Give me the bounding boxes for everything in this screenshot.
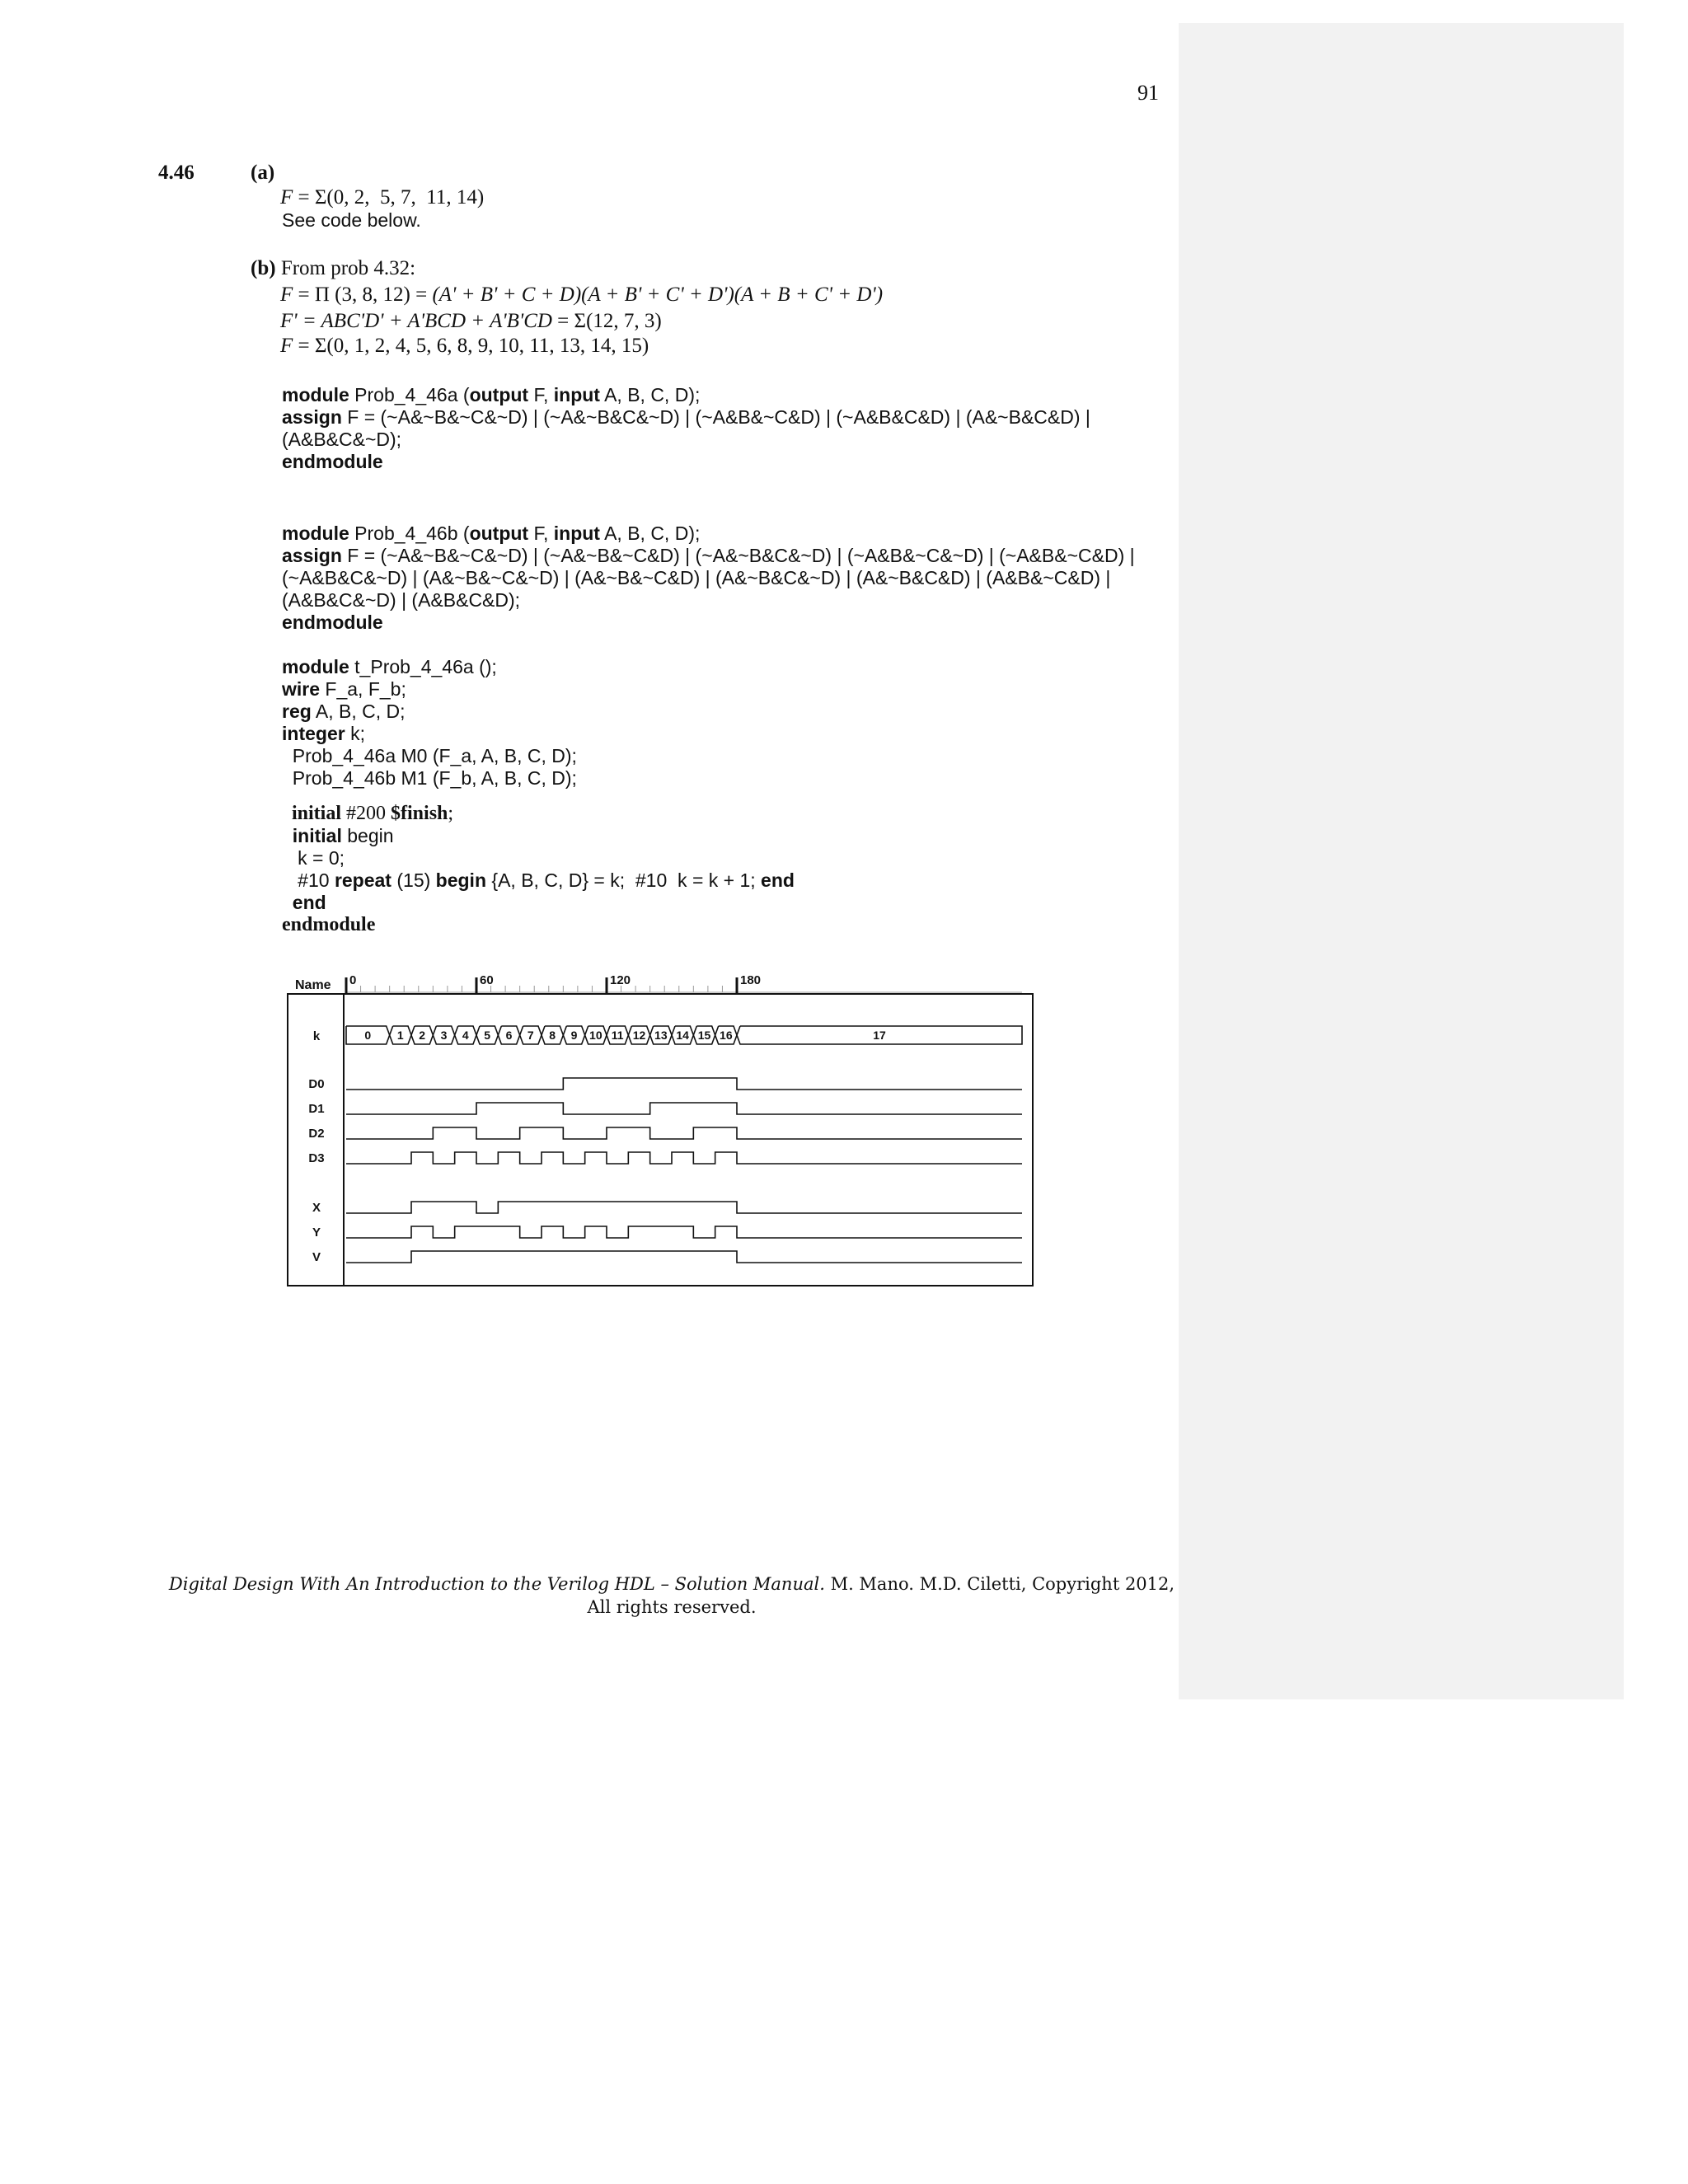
signal-wave-y [346,1226,1022,1238]
part-b-eq1: F = Π (3, 8, 12) = (A' + B' + C + D)(A + B' + C' + D')(A + B + C' + D') [280,284,884,306]
bus-k-value: 1 [396,1029,404,1042]
bus-k-value: 13 [654,1029,668,1042]
module-a-assign: assign F = (~A&~B&~C&~D) | (~A&~B&C&~D) | (~A&B&~C&D) | (~A&B&C&D) | (A&~B&C&D) | [282,406,1090,428]
bus-k-value: 9 [570,1029,578,1042]
tb-endmodule: endmodule [282,914,376,935]
tb-header: module t_Prob_4_46a (); [282,656,497,677]
part-b-eq3: F = Σ(0, 1, 2, 4, 5, 6, 8, 9, 10, 11, 13, 14, 15) [280,335,649,357]
footer-line1: Digital Design With An Introduction to the Verilog HDL – Solution Manual. M. Mano. M.D. Ciletti, Copyright 2012, [168,1574,1175,1594]
module-a-endmodule: endmodule [282,451,383,472]
tb-initial-begin: initial begin [292,825,394,846]
tb-initial-finish: initial #200 $finish; [292,803,454,824]
signal-wave-d1 [346,1103,1022,1114]
signal-wave-d3 [346,1152,1022,1164]
problem-number: 4.46 [158,162,195,184]
bus-k-value: 7 [527,1029,534,1042]
bus-k-value: 4 [462,1029,469,1042]
bus-k-value: 5 [484,1029,491,1042]
module-a-code [282,384,1090,473]
wave-name-header: Name [295,978,331,992]
time-label: 180 [739,973,762,987]
tb-end: end [282,892,326,913]
module-a-assign-cont: (A&B&C&~D); [282,429,402,450]
bus-k-value: 2 [419,1029,426,1042]
tb-inst-m0: Prob_4_46a M0 (F_a, A, B, C, D); [282,745,577,766]
signal-wave-d2 [346,1127,1022,1139]
signal-name-y: Y [312,1226,321,1240]
bus-k-value: 10 [589,1029,603,1042]
bus-k-value: 3 [440,1029,448,1042]
footer [82,1572,1261,1619]
testbench-code [282,656,795,936]
signal-name-d2: D2 [308,1127,325,1141]
signal-name-v: V [312,1250,321,1264]
bus-k-value: 15 [697,1029,711,1042]
part-a-formula: F = Σ(0, 2, 5, 7, 11, 14) [280,186,485,209]
module-b-header: module Prob_4_46b (output F, input A, B, C, D); [282,523,701,544]
time-label: 60 [479,973,494,987]
module-b-code [282,523,1135,634]
tb-repeat: #10 repeat (15) begin {A, B, C, D} = k; #10 k = k + 1; end [282,869,795,891]
waveform-diagram [280,964,1055,1294]
module-b-assign-cont1: (~A&B&C&~D) | (A&~B&~C&~D) | (A&~B&~C&D) | (A&~B&C&~D) | (A&~B&C&D) | (A&B&~C&D) | [282,567,1111,588]
page-number: 91 [1137,81,1159,105]
signal-name-d1: D1 [308,1102,325,1116]
signal-wave-x [346,1202,1022,1213]
module-a-header: module Prob_4_46a (output F, input A, B, C, D); [282,384,701,405]
signal-name-k: k [312,1029,321,1043]
tb-k-init: k = 0; [282,847,345,869]
bus-k-value: 12 [632,1029,646,1042]
bus-k-value: 6 [505,1029,513,1042]
bus-k-value: 0 [364,1029,372,1042]
bus-k-value: 16 [720,1029,733,1042]
bus-k-value: 11 [611,1029,624,1042]
part-b-eq2: F' = ABC'D' + A'BCD + A'B'CD = Σ(12, 7, 3) [280,310,662,332]
part-a-note: See code below. [282,209,421,231]
time-label: 0 [349,973,357,987]
tb-reg: reg A, B, C, D; [282,701,406,722]
bus-k-value: 8 [549,1029,556,1042]
signal-name-d3: D3 [308,1151,325,1165]
tb-wire: wire F_a, F_b; [282,678,406,700]
module-b-endmodule: endmodule [282,612,383,633]
signal-name-d0: D0 [308,1077,325,1091]
margin-panel [1179,23,1624,1699]
time-label: 120 [609,973,631,987]
signal-wave-v [346,1251,1022,1263]
tb-inst-m1: Prob_4_46b M1 (F_b, A, B, C, D); [282,767,577,789]
module-b-assign: assign F = (~A&~B&~C&~D) | (~A&~B&~C&D) | (~A&~B&C&~D) | (~A&B&~C&~D) | (~A&B&~C&D) | [282,545,1135,566]
bus-k-value: 14 [676,1029,689,1042]
part-a-label: (a) [251,162,275,184]
tb-integer: integer k; [282,723,365,744]
module-b-assign-cont2: (A&B&C&~D) | (A&B&C&D); [282,589,521,611]
signal-name-x: X [312,1201,321,1215]
signal-wave-d0 [346,1078,1022,1090]
part-b-intro: (b) From prob 4.32: [251,257,416,279]
bus-k-value: 17 [873,1029,886,1042]
footer-line2: All rights reserved. [587,1597,757,1617]
